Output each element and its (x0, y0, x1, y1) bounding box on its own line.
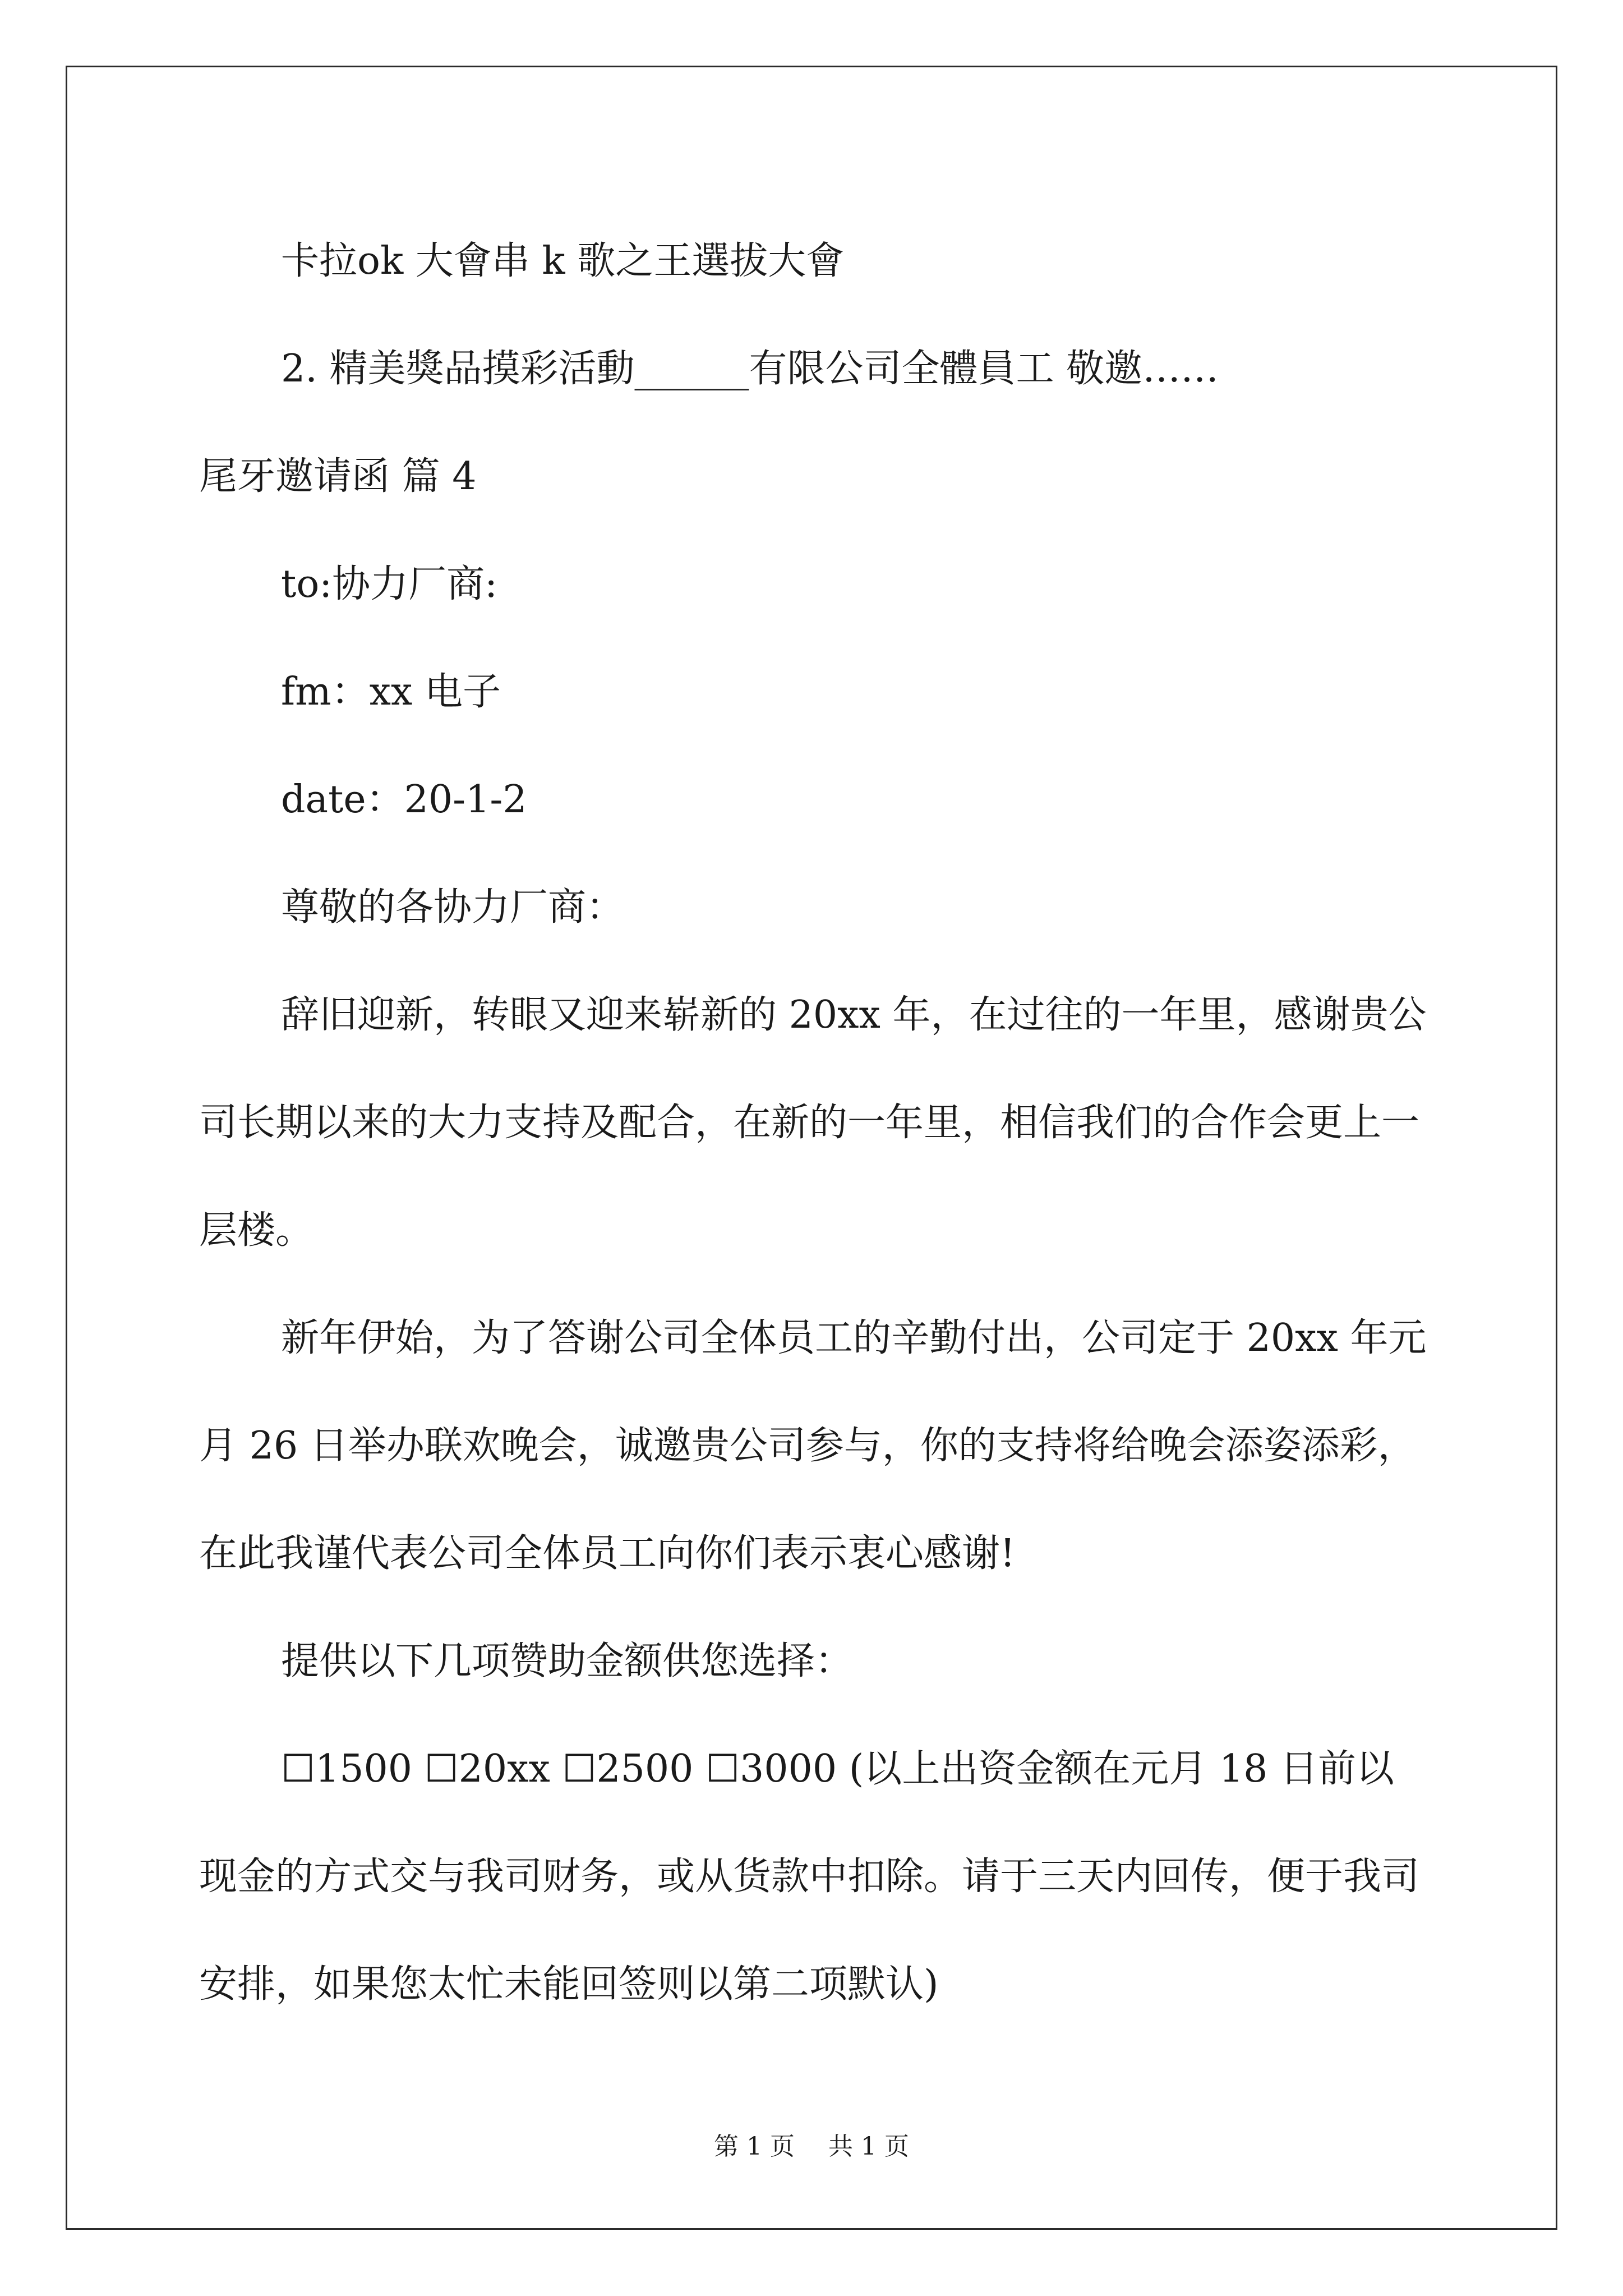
paragraph-to: to:协力厂商: (281, 562, 498, 606)
page-number-total: 共 1 页 (828, 2132, 909, 2161)
page-number-current: 第 1 页 (714, 2132, 795, 2161)
paragraph-invitation: 新年伊始，为了答谢公司全体员工的辛勤付出，公司定于 20xx 年元月 26 日举办联欢晚会，诚邀贵公司参与，你的支持将给晚会添姿添彩，在此我谨代表公司全体员工向你们表示衷心感谢! (199, 1316, 1427, 1576)
paragraph-lottery: 2. 精美獎品摸彩活動______有限公司全體員工 敬邀…… (281, 347, 1219, 391)
paragraph-salutation: 尊敬的各协力厂商： (281, 885, 625, 930)
paragraph-date: date：20-1-2 (281, 777, 527, 822)
paragraph-from: fm：xx 电子 (281, 670, 501, 714)
paragraph-sponsorship-options: ☐1500 ☐20xx ☐2500 ☐3000 (以上出资金额在元月 18 日前以现金的方式交与我司财务，或从货款中扣除。请于三天内回传，便于我司安排，如果您太忙未能回签则以第二项默认) (199, 1747, 1420, 2007)
paragraph-sponsorship-intro: 提供以下几项赞助金额供您选择： (281, 1639, 854, 1683)
paragraph-greeting: 辞旧迎新，转眼又迎来崭新的 20xx 年，在过往的一年里，感谢贵公司长期以来的大力支持及配合，在新的一年里，相信我们的合作会更上一层楼。 (199, 993, 1427, 1253)
paragraph-karaoke: 卡拉ok 大會串 k 歌之王選拔大會 (281, 239, 845, 283)
document-body (199, 208, 1430, 2039)
page-footer (0, 2126, 1623, 2162)
section-heading: 尾牙邀请函 篇 4 (199, 454, 477, 499)
